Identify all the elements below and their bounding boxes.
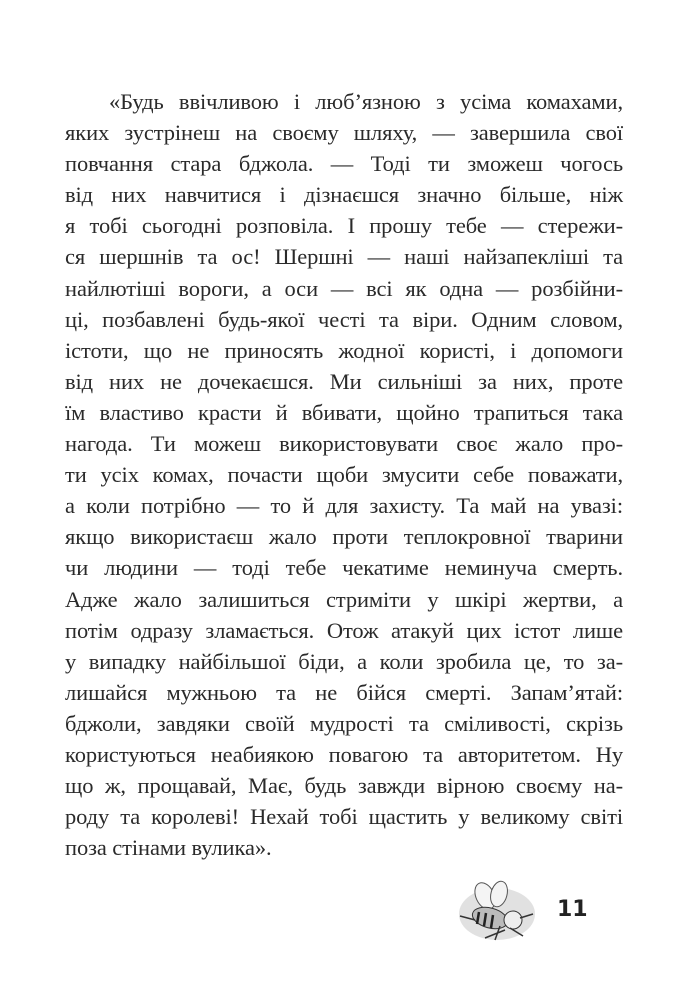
page-number: 11: [557, 897, 588, 922]
text-line: потім одразу зламається. Отож атакуй цих істот лише: [65, 617, 623, 643]
bee-icon: [455, 878, 540, 946]
text-line: лишайся мужньою та не бійся смерті. Запам’ятай:: [65, 679, 623, 705]
text-line: найлютіші вороги, а оси — всі як одна — розбійни-: [65, 275, 623, 301]
text-line: нагода. Ти можеш використовувати своє жало про-: [65, 431, 623, 457]
text-line: істоти, що не приносять жодної користі, і допомоги: [65, 337, 623, 363]
text-line: яких зустрінеш на своєму шляху, — завершила свої: [65, 120, 623, 146]
text-line: ся шершнів та ос! Шершні — наші найзапекліші та: [65, 244, 623, 270]
text-line: поза стінами вулика».: [65, 835, 272, 861]
text-line: у випадку найбільшої біди, а коли зробила це, то за-: [65, 648, 623, 674]
text-line: повчання стара бджола. — Тоді ти зможеш чогось: [65, 151, 623, 177]
text-line: роду та королеві! Нехай тобі щастить у великому світі: [65, 804, 623, 830]
text-line: ці, позбавлені будь-якої честі та віри. Одним словом,: [65, 306, 623, 332]
text-line: якщо використаєш жало проти теплокровної тварини: [65, 524, 623, 550]
body-paragraph: [65, 86, 623, 863]
text-line: чи людини — тоді тебе чекатиме неминуча смерть.: [65, 555, 623, 581]
text-line: «Будь ввічливою і люб’язною з усіма комахами,: [109, 89, 623, 114]
text-line: від них не дочекаєшся. Ми сильніші за них, проте: [65, 368, 623, 394]
text-line: Адже жало залишиться стриміти у шкірі жертви, а: [65, 586, 623, 612]
text-line: їм властиво красти й вбивати, щойно трапиться така: [65, 399, 623, 425]
text-line: що ж, прощавай, Має, будь завжди вірною своєму на-: [65, 773, 623, 799]
text-line: бджоли, завдяки своїй мудрості та сміливості, скрізь: [65, 710, 623, 736]
text-line: користуються неабиякою повагою та авторитетом. Ну: [65, 741, 623, 767]
text-line: від них навчитися і дізнаєшся значно більше, ніж: [65, 182, 623, 208]
text-line: я тобі сьогодні розповіла. І прошу тебе — стережи-: [65, 213, 623, 239]
text-line: ти усіх комах, почасти щоби змусити себе поважати,: [65, 462, 623, 488]
text-line: а коли потрібно — то й для захисту. Та май на увазі:: [65, 493, 623, 519]
